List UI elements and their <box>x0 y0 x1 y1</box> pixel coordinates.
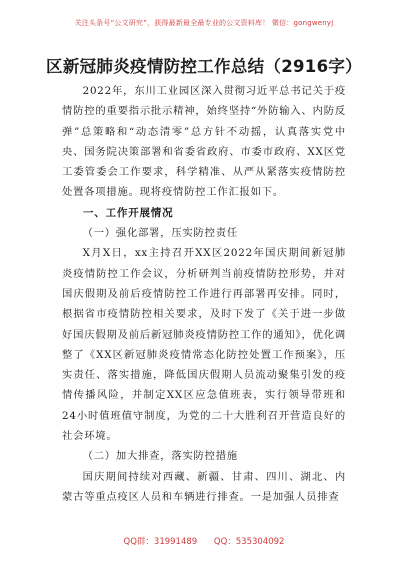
paragraph-2: 国庆期间持续对西藏、新疆、甘肃、四川、湖北、内蒙古等重点疫区人员和车辆进行排查。一是加强人员排查 <box>62 470 346 503</box>
document-body <box>62 81 346 507</box>
subsection-heading-2: （二）加大排查，落实防控措施 <box>82 450 238 463</box>
section-heading-1: 一、工作开展情况 <box>83 206 174 219</box>
qq-group: QQ群：31991489 <box>123 537 198 547</box>
paragraph-1: X月X日，xx主持召开XX区2022年国庆期间新冠肺炎疫情防控工作会议，分析研判当前疫情防控形势，并对国庆假期及前后疫情防控工作进行再部署再安排。同时，根据省市疫情防控相关要求，及时下发了《关于进一步做好国庆假期及前后新冠肺炎疫情防控工作的通知》，优化调整了《XX区新冠肺炎疫情常态化防控处置工作预案》，压实责任、落实措施，降低国庆假期人员流动聚集引发的疫情传播风险，并制定XX区应急值班表，实行领导带班和24小时值班值守制度，为党的二十大胜利召开营造良好的社会环境。 <box>62 247 346 443</box>
promo-banner: 关注头条号“公文研究”，获得最新最全最专业的公文资料库！ 微信：gongwenyj <box>74 19 334 27</box>
subsection-heading-1: （一）强化部署，压实防控责任 <box>82 227 238 240</box>
document-title: 区新冠肺炎疫情防控工作总结（2916字） <box>46 57 362 76</box>
qq-number: QQ：535304092 <box>213 537 285 547</box>
contact-footer <box>0 535 408 547</box>
intro-paragraph: 2022年，东川工业园区深入贯彻习近平总书记关于疫情防控的重要指示批示精神，始终坚持“外防输入、内防反弹”总策略和“动态清零”总方针不动摇，认真落实党中央、国务院决策部署和省委省政府、市委市政府、XX区党工委管委会工作要求，科学精准、从严从紧落实疫情防控处置各项措施。现将疫情防控工作汇报如下。 <box>62 85 346 199</box>
